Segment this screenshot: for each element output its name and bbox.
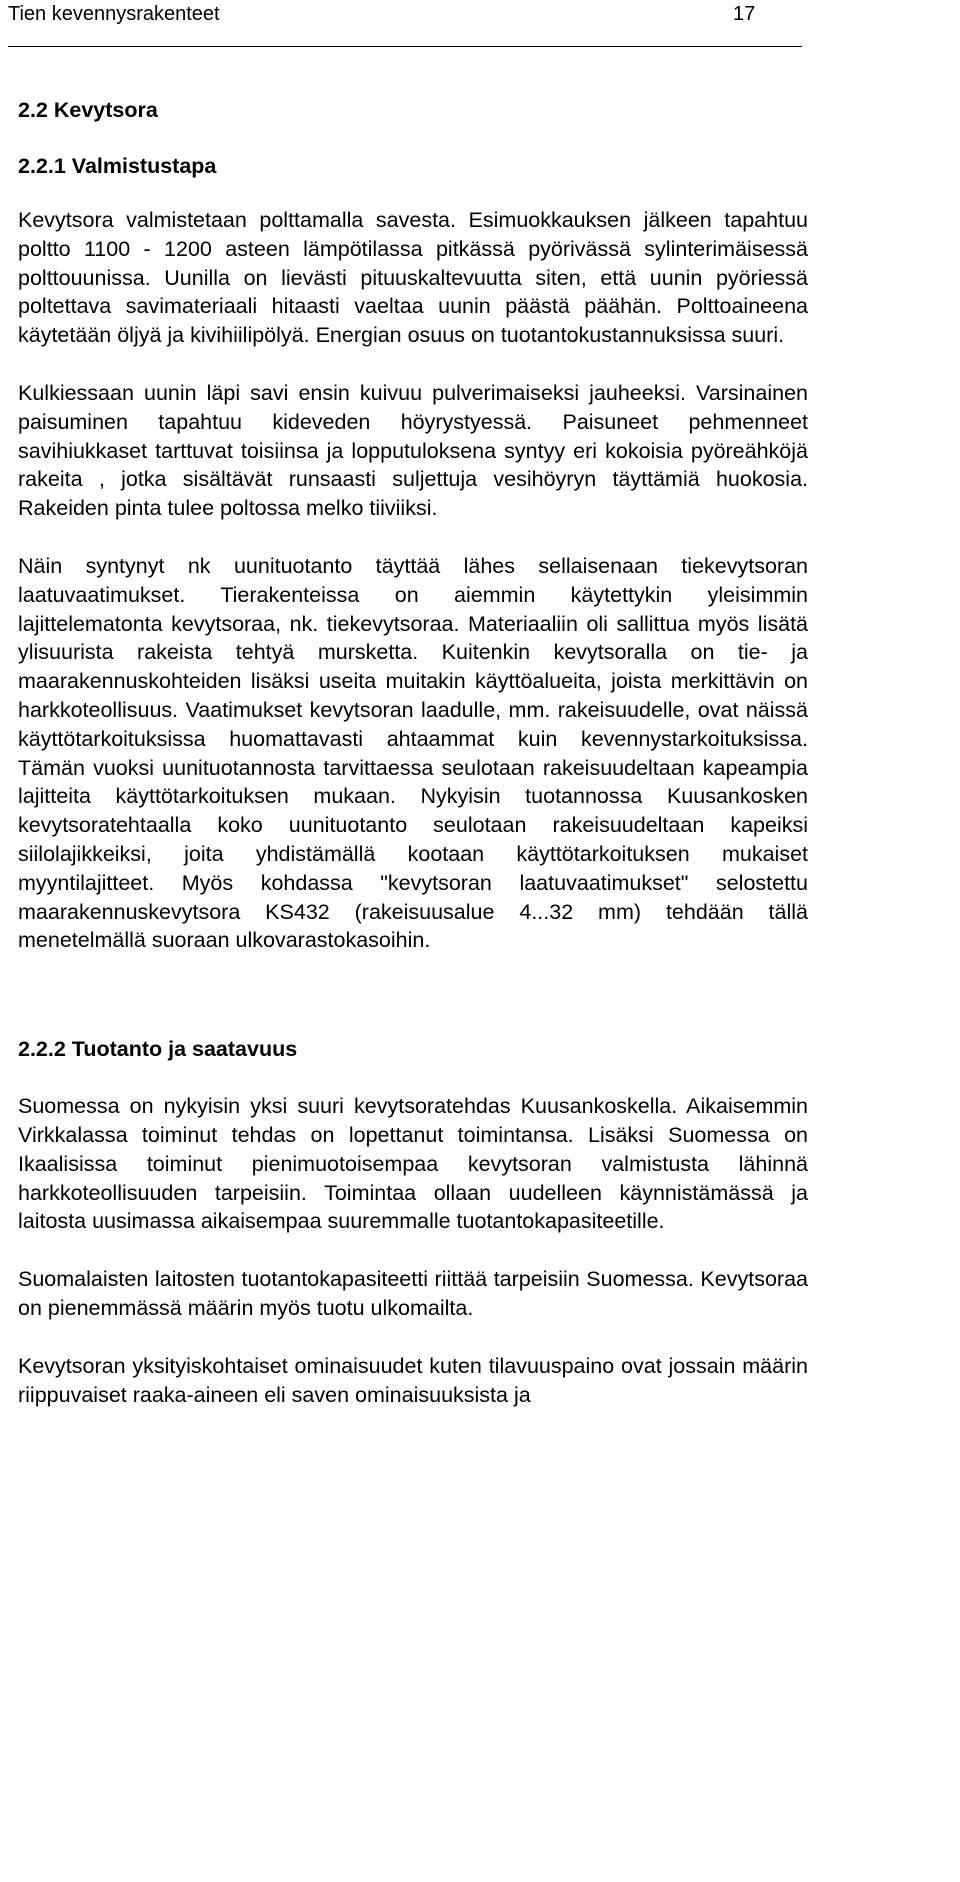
- section-heading: 2.2 Kevytsora: [18, 98, 158, 122]
- paragraph: Kevytsora valmistetaan polttamalla savesta. Esimuokkauksen jälkeen tapahtuu poltto 1100 - 1200 asteen lämpötilassa pitkässä pyörivässä sylinterimäisessä polttouunissa. Uunilla on lievästi pituuskaltevuutta siten, että uunin pyöriessä poltettava savimateriaali hitaasti vaeltaa uunin päästä päähän. Polttoaineena käytetään öljyä ja kivihiilipölyä. Energian osuus on tuotantokustannuksissa suuri.: [18, 208, 808, 348]
- subsection-heading-valmistustapa: 2.2.1 Valmistustapa: [18, 154, 217, 178]
- subsection-heading-tuotanto: 2.2.2 Tuotanto ja saatavuus: [18, 1037, 298, 1062]
- paragraph: Kulkiessaan uunin läpi savi ensin kuivuu pulverimaiseksi jauheeksi. Varsinainen paisuminen tapahtuu kideveden höyrystyessä. Paisuneet pehmenneet savihiukkaset tarttuvat toisiinsa ja lopputuloksena syntyy eri kokoisia pyöreähköjä rakeita , jotka sisältävät runsaasti suljettuja vesihöyryn täyttämiä huokosia. Rakeiden pinta tulee poltossa melko tiiviiksi.: [18, 380, 808, 521]
- running-header-title: Tien kevennysrakenteet: [8, 3, 220, 25]
- paragraph: Suomessa on nykyisin yksi suuri kevytsoratehdas Kuusankoskella. Aikaisemmin Virkkalassa toiminut tehdas on lopettanut toimintansa. Lisäksi Suomessa on Ikaalisissa toiminut pienimuotoisempaa kevytsoran valmistusta lähinnä harkkoteollisuuden tarpeisiin. Toimintaa ollaan uudelleen käynnistämässä ja laitosta uusimassa aikaisempaa suuremmalle tuotantokapasiteetille.: [18, 1094, 808, 1234]
- paragraph: Näin syntynyt nk uunituotanto täyttää lähes sellaisenaan tiekevytsoran laatuvaatimukset. Tierakenteissa on aiemmin käytettykin yleisimmin lajittelematonta kevytsoraa, nk. tiekevytsoraa. Materiaaliin oli sallittua myös lisätä ylisuurista rakeista tehtyä mursketta. Kuitenkin kevytsoralla on tie- ja maarakennuskohteiden lisäksi useita muitakin käyttöalueita, joista merkittävin on harkkoteollisuus. Vaatimukset kevytsoran laadulle, mm. rakeisuudelle, ovat näissä käyttötarkoituksissa huomattavasti ahtaammat kuin kevennystarkoituksissa. Tämän vuoksi uunituotannosta tarvittaessa seulotaan rakeisuudeltaan kapeampia lajitteita käyttötarkoituksen mukaan. Nykyisin tuotannossa Kuusankosken kevytsoratehtaalla koko uunituotanto seulotaan rakeisuudeltaan kapeiksi siilolajikkeiksi, joita yhdistämällä kootaan käyttötarkoituksen mukaiset myyntilajitteet. Myös kohdassa "kevytsoran laatuvaatimukset" selostettu maarakennuskevytsora KS432 (rakeisuusalue 4...32 mm) tehdään tällä menetelmällä suoraan ulkovarastokasoihin.: [18, 553, 808, 953]
- paragraph: Kevytsoran yksityiskohtaiset ominaisuudet kuten tilavuuspaino ovat jossain määrin riippuvaiset raaka-aineen eli saven ominaisuuksista ja: [18, 1353, 808, 1407]
- header-divider: [8, 46, 802, 47]
- page-header: [0, 0, 960, 52]
- paragraph: Suomalaisten laitosten tuotantokapasiteetti riittää tarpeisiin Suomessa. Kevytsoraa on pienemmässä määrin myös tuotu ulkomailta.: [18, 1267, 808, 1320]
- document-body: [18, 96, 808, 1409]
- page-number: 17: [733, 3, 756, 25]
